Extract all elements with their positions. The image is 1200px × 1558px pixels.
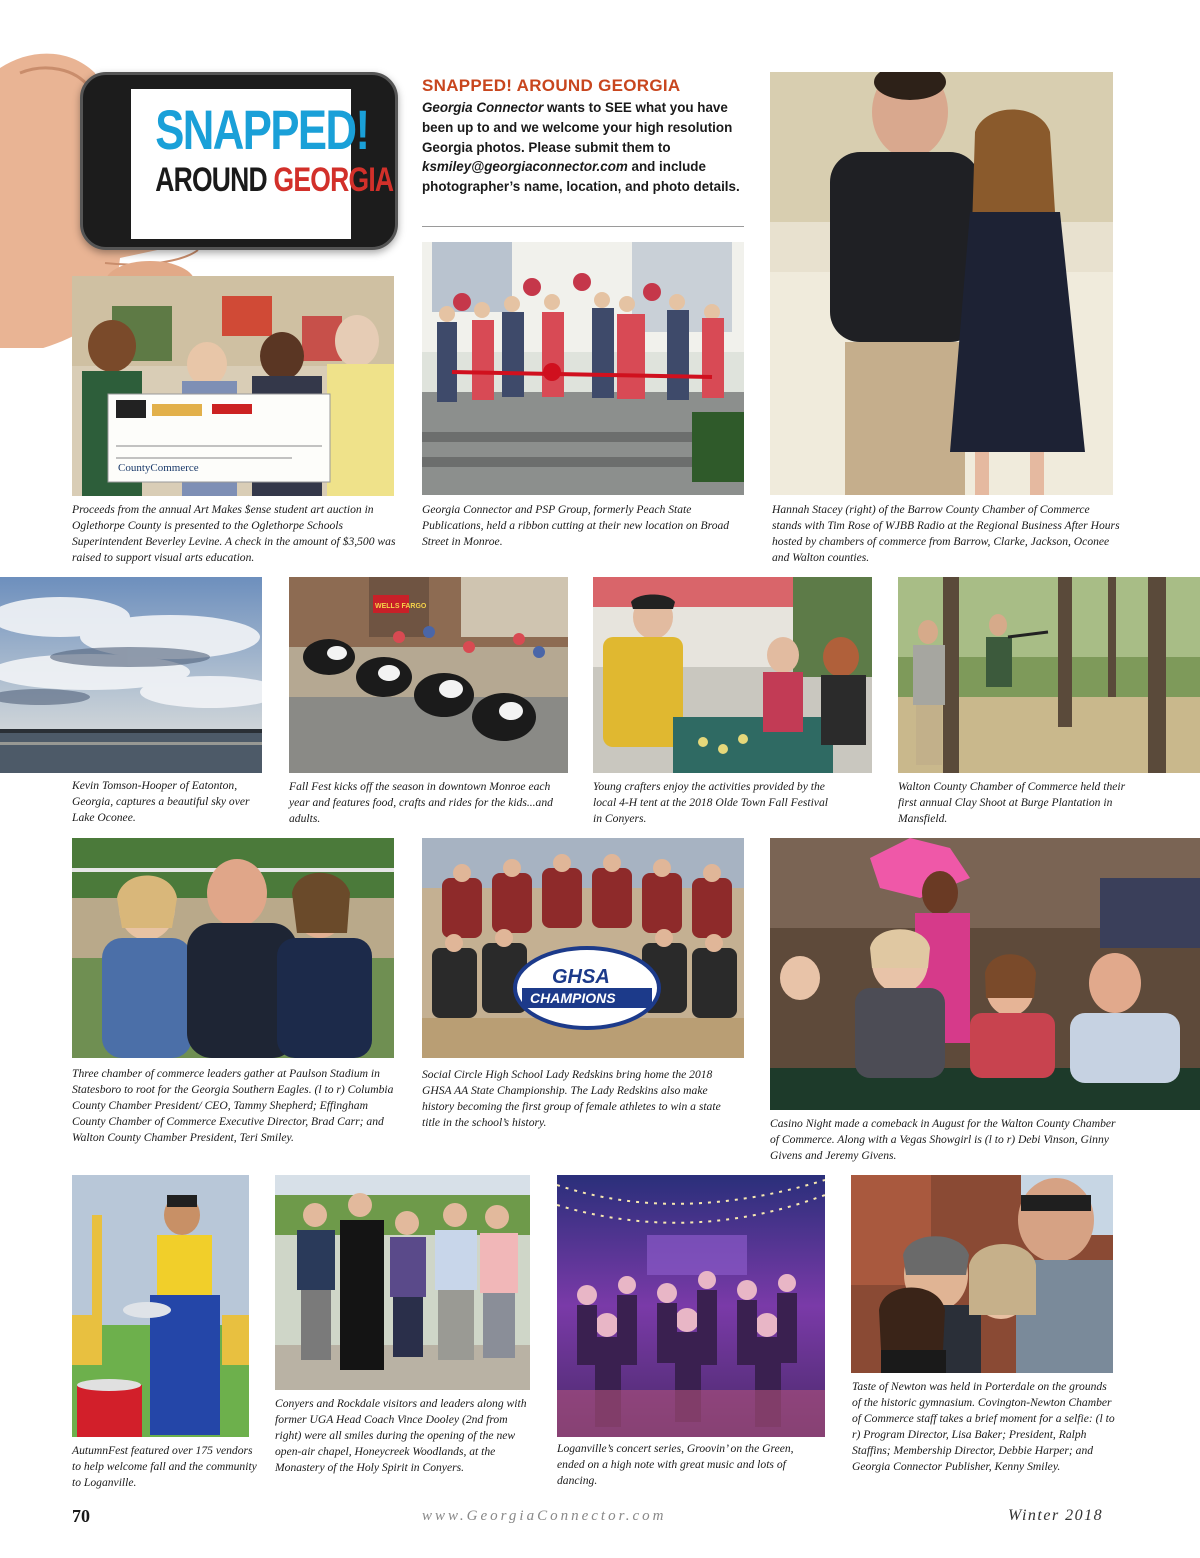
photo-crafters [593, 577, 872, 773]
caption-lake-oconee: Kevin Tomson-Hooper of Eatonton, Georgia, captures a beautiful sky over Lake Oconee. [72, 779, 250, 824]
check-org-text: CountyCommerce [118, 462, 199, 474]
footer-issue: Winter 2018 [1008, 1507, 1104, 1524]
photo-lady-redskins [422, 838, 744, 1058]
logo-around-text: AROUND [155, 161, 267, 199]
logo-georgia-text: GEORGIA [273, 161, 394, 199]
snapped-logo [131, 89, 394, 239]
caption-ribbon-cutting: Georgia Connector and PSP Group, formerly Peach State Publications, held a ribbon cutting at their new location on Broad Street in Monroe. [422, 503, 730, 548]
caption-casino-night: Casino Night made a comeback in August for the Walton County Chamber of Commerce. Along with a Vegas Showgirl is (l to r) Debi Vinson, Ginny Givens and Jeremy Givens. [770, 1117, 1116, 1162]
phone-frame [80, 72, 398, 250]
caption-art-auction: Proceeds from the annual Art Makes $ense student art auction in Oglethorpe County is presented to the Oglethorpe Schools Superintendent Beverley Levine. A check in the amount of $3,500 was raised to support visual arts education. [72, 503, 396, 564]
intro-divider [422, 226, 744, 227]
photo-loganville-concert [557, 1175, 825, 1437]
caption-fall-fest: Fall Fest kicks off the season in downtown Monroe each year and features food, crafts and rides for the kids...and adults. [289, 780, 553, 825]
logo-around-georgia [155, 161, 394, 199]
caption-autumnfest: AutumnFest featured over 175 vendors to help welcome fall and the community to Loganville. [72, 1444, 257, 1489]
logo-snapped-text: SNAPPED! [155, 98, 369, 161]
photo-paulson-stadium [72, 838, 394, 1058]
caption-paulson-stadium: Three chamber of commerce leaders gather at Paulson Stadium in Statesboro to root for the Georgia Southern Eagles. (l to r) Columbia County Chamber President/ CEO, Tammy Shepherd; Effingham County Chamber of Commerce Executive Director, Brad Carr; and Walton County Chamber President, Teri Smiley. [72, 1067, 394, 1144]
caption-crafters: Young crafters enjoy the activities provided by the local 4-H tent at the 2018 Olde Town Fall Festival in Conyers. [593, 780, 828, 825]
photo-casino-night [770, 838, 1200, 1110]
footer-url[interactable]: www.GeorgiaConnector.com [422, 1508, 667, 1524]
photo-lake-oconee [0, 577, 262, 773]
photo-barrow-chamber [770, 72, 1113, 495]
photo-art-auction [72, 276, 394, 496]
caption-conyers-chapel: Conyers and Rockdale visitors and leaders along with former UGA Head Coach Vince Dooley (2nd from right) were all smiles during the opening of the new open-air chapel, Honeycreek Woodlands, at the Monastery of the Holy Spirit in Conyers. [275, 1397, 527, 1474]
page-number: 70 [72, 1506, 90, 1526]
caption-taste-of-newton: Taste of Newton was held in Porterdale on the grounds of the historic gymnasium. Covington-Newton Chamber of Commerce staff takes a brief moment for a selfie: (l to r) Program Director, Lisa Baker; President, Ralph Staffins; Membership Director, Debbie Harper; and Georgia Connector Publisher, Kenny Smiley. [852, 1380, 1115, 1473]
wells-fargo-sign: WELLS FARGO [375, 603, 427, 610]
section-title: SNAPPED! AROUND GEORGIA [422, 76, 681, 95]
photo-ribbon-cutting [422, 242, 744, 495]
intro-paragraph [422, 98, 752, 197]
photo-autumnfest [72, 1175, 249, 1437]
intro-text-1: wants to SEE what you have been up to and we welcome your high resolution Georgia photos. Please submit them to [422, 100, 733, 155]
caption-lady-redskins: Social Circle High School Lady Redskins bring home the 2018 GHSA AA State Championship. The Lady Redskins also make history becoming the first group of female athletes to win a state title in the school’s history. [422, 1068, 721, 1129]
photo-clay-shoot [898, 577, 1200, 773]
intro-publication: Georgia Connector [422, 100, 544, 115]
ghsa-text: GHSA [552, 966, 610, 988]
caption-loganville-concert: Loganville’s concert series, Groovin’ on the Green, ended on a high note with great music and lots of dancing. [557, 1442, 794, 1487]
intro-email-link[interactable]: ksmiley@georgiaconnector.com [422, 159, 628, 175]
caption-barrow-chamber: Hannah Stacey (right) of the Barrow County Chamber of Commerce stands with Tim Rose of WJBB Radio at the Regional Business After Hours hosted by chambers of commerce from Barrow, Clarke, Jackson, Oconee and Walton counties. [772, 503, 1120, 564]
intro-text-2: and include photographer’s name, location, and photo details. [422, 159, 740, 195]
photo-fall-fest [289, 577, 568, 773]
photo-taste-of-newton [851, 1175, 1113, 1373]
champions-text: CHAMPIONS [530, 990, 616, 1006]
caption-clay-shoot: Walton County Chamber of Commerce held their first annual Clay Shoot at Burge Plantation in Mansfield. [898, 780, 1126, 825]
photo-conyers-chapel [275, 1175, 530, 1390]
